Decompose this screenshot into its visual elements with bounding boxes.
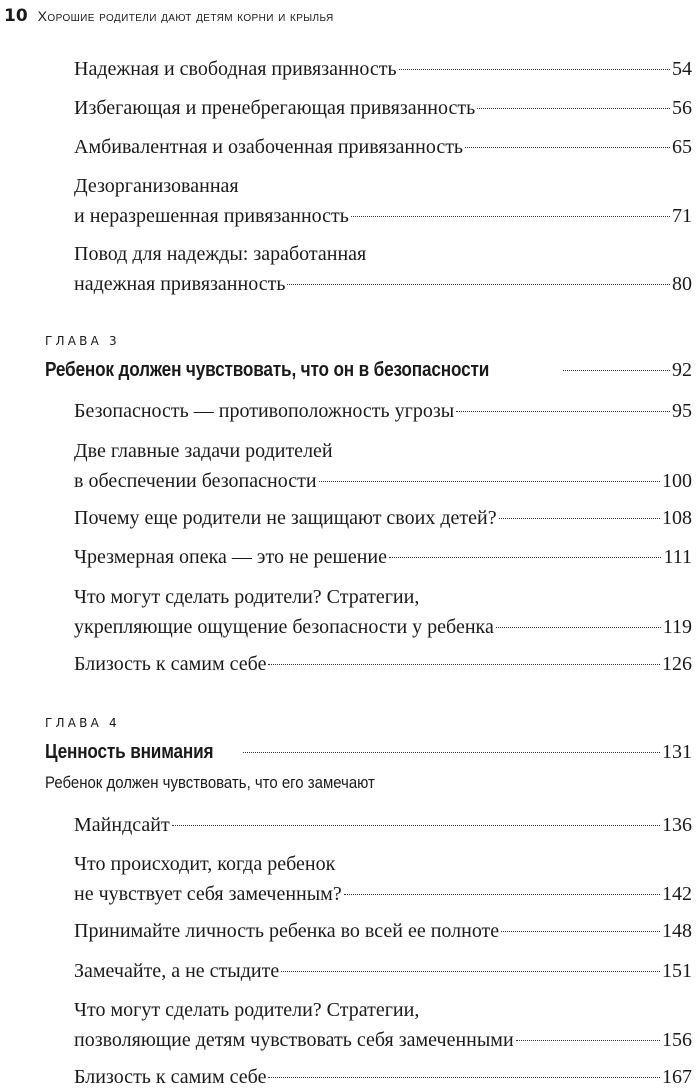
toc-entry-title: Майндсайт (74, 814, 170, 836)
toc-entry-title: надежная привязанность (74, 273, 286, 295)
toc-entry-title: Надежная и свободная привязанность (74, 58, 397, 80)
toc-entry-title: в обеспечении безопасности (74, 470, 317, 492)
dot-leader (243, 752, 660, 753)
dot-leader (563, 370, 670, 371)
page-number: 10 (4, 6, 28, 26)
dot-leader (268, 1077, 660, 1078)
chapter-page: 131 (662, 741, 692, 763)
toc-entry-page: 136 (662, 814, 692, 836)
dot-leader (351, 216, 670, 217)
dot-leader (172, 825, 660, 826)
dot-leader (477, 108, 670, 109)
toc-entry-title: и неразрешенная привязанность (74, 205, 349, 227)
toc-entry-page: 108 (662, 507, 692, 529)
toc-entry[interactable] (74, 995, 692, 1055)
toc-entry[interactable] (74, 810, 692, 840)
toc-entry[interactable] (74, 503, 692, 533)
chapter-title[interactable] (45, 737, 692, 767)
toc-entry[interactable] (74, 956, 692, 986)
toc-entry-title: Чрезмерная опека — это не решение (74, 546, 387, 568)
toc-entry-page: 56 (672, 97, 692, 119)
toc-entry-title: позволяющие детям чувствовать себя замеченными (74, 1029, 514, 1051)
toc-entry-page: 119 (662, 616, 692, 638)
toc-entry-title: Почему еще родители не защищают своих детей? (74, 507, 497, 529)
chapter-label: ГЛАВА 4 (45, 716, 120, 730)
chapter-page: 92 (672, 359, 692, 381)
toc-entry-page: 156 (662, 1029, 692, 1051)
chapter-title[interactable] (45, 355, 692, 385)
toc-entry[interactable] (74, 916, 692, 946)
toc-entry[interactable] (74, 436, 692, 496)
dot-leader (389, 557, 661, 558)
toc-entry-title-line1: Две главные задачи родителей (74, 440, 333, 462)
toc-entry[interactable] (74, 239, 692, 299)
dot-leader (319, 481, 660, 482)
toc-entry-title-line1: Что могут сделать родители? Стратегии, (74, 586, 420, 608)
toc-entry-page: 95 (672, 400, 692, 422)
running-title: Хорошие родители дают детям корни и крылья (37, 8, 334, 24)
toc-entry[interactable] (74, 649, 692, 679)
dot-leader (281, 971, 660, 972)
toc-entry-title: Замечайте, а не стыдите (74, 960, 280, 982)
toc-entry-title: укрепляющие ощущение безопасности у ребенка (74, 616, 494, 638)
toc-entry[interactable] (74, 54, 692, 84)
chapter-label: ГЛАВА 3 (45, 334, 120, 348)
toc-entry-title-line1: Что происходит, когда ребенок (74, 853, 336, 875)
toc-entry-page: 111 (663, 546, 692, 568)
dot-leader (465, 147, 670, 148)
toc-entry-title-line1: Повод для надежды: заработанная (74, 243, 367, 265)
toc-entry-page: 80 (672, 273, 692, 295)
chapter-title-text: Ребенок должен чувствовать, что он в безопасности (45, 359, 490, 381)
toc-entry-page: 148 (662, 920, 692, 942)
dot-leader (268, 664, 660, 665)
toc-entry-title: Принимайте личность ребенка во всей ее полноте (74, 920, 500, 942)
toc-entry[interactable] (74, 93, 692, 123)
chapter-subtitle: Ребенок должен чувствовать, что его замечают (45, 773, 375, 792)
toc-entry[interactable] (74, 542, 692, 572)
toc-entry-title: Близость к самим себе (74, 1066, 267, 1088)
toc-entry[interactable] (74, 171, 692, 231)
toc-entry[interactable] (74, 132, 692, 162)
dot-leader (499, 518, 660, 519)
toc-entry-title: Близость к самим себе (74, 653, 267, 675)
dot-leader (496, 627, 661, 628)
toc-entry[interactable] (74, 849, 692, 909)
dot-leader (399, 69, 670, 70)
toc-entry-title: Безопасность — противоположность угрозы (74, 400, 455, 422)
dot-leader (287, 284, 670, 285)
toc-entry[interactable] (74, 582, 692, 642)
toc-entry[interactable] (74, 396, 692, 426)
toc-entry-page: 71 (672, 205, 692, 227)
toc-entry-page: 54 (672, 58, 692, 80)
dot-leader (516, 1040, 660, 1041)
dot-leader (344, 894, 660, 895)
dot-leader (456, 411, 670, 412)
toc-entry-page: 167 (662, 1066, 692, 1088)
toc-entry-title-line1: Дезорганизованная (74, 175, 239, 197)
toc-entry-page: 65 (672, 136, 692, 158)
toc-entry-title: Амбивалентная и озабоченная привязанность (74, 136, 464, 158)
toc-entry-page: 100 (662, 470, 692, 492)
toc-entry-title-line1: Что могут сделать родители? Стратегии, (74, 999, 420, 1021)
toc-entry-page: 142 (662, 883, 692, 905)
toc-entry-title: Избегающая и пренебрегающая привязанность (74, 97, 476, 119)
toc-entry-page: 151 (662, 960, 692, 982)
toc-entry-page: 126 (662, 653, 692, 675)
dot-leader (501, 931, 660, 932)
chapter-title-text: Ценность внимания (45, 741, 214, 763)
toc-entry-title: не чувствует себя замеченным? (74, 883, 342, 905)
